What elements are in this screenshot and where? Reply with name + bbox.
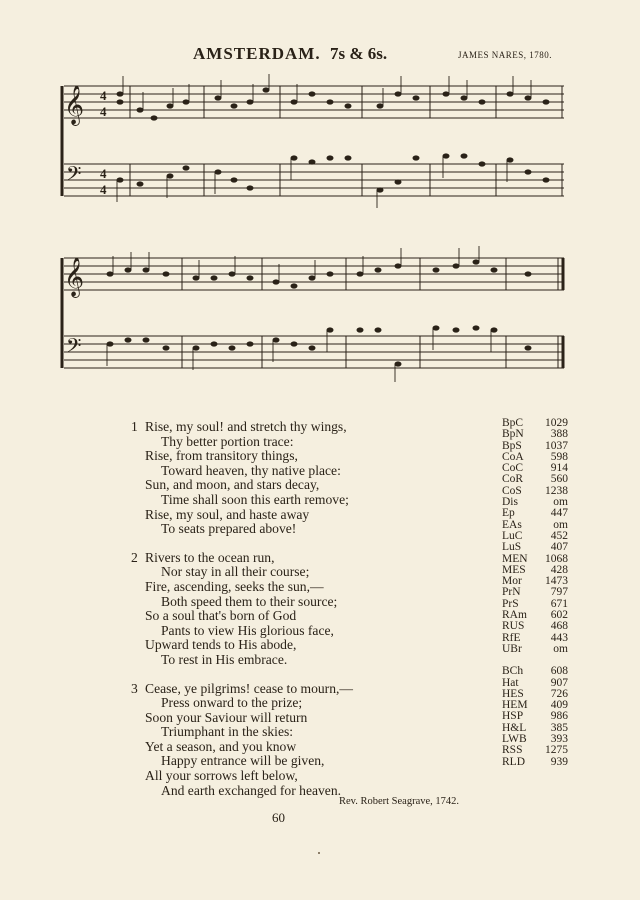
hymnal-abbrev: HES <box>502 687 524 700</box>
hymnal-abbrev: H&L <box>502 721 527 734</box>
hymnal-abbrev: RUS <box>502 620 525 633</box>
hymnal-abbrev: PrS <box>502 597 519 610</box>
hymnal-number: 1473 <box>545 575 568 588</box>
hymnal-abbrev: CoA <box>502 450 524 463</box>
verse-line: Upward tends to His abode, <box>145 637 297 653</box>
verse-line: Rise, my soul! and stretch thy wings, <box>145 419 347 434</box>
verse-line: Pants to view His glorious face, <box>161 622 334 638</box>
time-signature-1: 4 <box>100 88 107 103</box>
hymnal-number: 443 <box>550 631 568 644</box>
music-score <box>58 72 570 382</box>
verse-3 <box>131 682 491 799</box>
hymn-header <box>0 44 640 68</box>
hymn-verses <box>131 420 491 812</box>
hymnal-number: 468 <box>550 620 568 633</box>
hymnal-number: 1275 <box>545 744 568 757</box>
system-1 <box>62 74 564 208</box>
composer-credit: JAMES NARES, 1780. <box>457 50 552 60</box>
treble-clef-1: 𝄞 <box>64 87 85 124</box>
verse-line: Nor stay in all their course; <box>161 564 310 580</box>
verse-line: And earth exchanged for heaven. <box>161 782 342 798</box>
hymnal-abbrev: RLD <box>502 755 525 768</box>
hymnal-abbrev: EAs <box>502 518 522 531</box>
verse-line: Both speed them to their source; <box>161 593 338 609</box>
page-number: 60 <box>272 810 285 825</box>
hymnal-abbrev: BpN <box>502 428 524 441</box>
hymnal-number: 939 <box>550 755 568 768</box>
hymnal-number: 907 <box>550 676 568 689</box>
barlines-1 <box>130 86 562 196</box>
hymnal-reference-list <box>502 418 568 768</box>
hymnal-number: 986 <box>550 710 568 723</box>
hymnal-number: 447 <box>550 507 568 520</box>
verse-line: Press onward to the prize; <box>161 695 303 711</box>
hymnal-ref-row <box>502 666 568 677</box>
hymnal-number: 671 <box>550 597 568 610</box>
svg-text:4: 4 <box>100 166 107 181</box>
hymnal-number: om <box>553 518 568 531</box>
paper-speck <box>318 852 320 854</box>
barlines-2 <box>182 258 563 368</box>
verse-line: Time shall soon this earth remove; <box>161 491 349 507</box>
hymnal-number: 388 <box>550 428 568 441</box>
hymnal-number: om <box>553 642 568 655</box>
hymnal-abbrev: CoC <box>502 462 524 475</box>
hymnal-number: 1068 <box>545 552 568 565</box>
verse-line: Toward heaven, thy native place: <box>161 462 341 478</box>
hymnal-abbrev: BpS <box>502 439 522 452</box>
verse-line: Rivers to the ocean run, <box>145 549 275 565</box>
hymnal-number: 608 <box>550 665 568 678</box>
notes-1 <box>117 87 550 192</box>
verse-2 <box>131 551 491 668</box>
verse-line: Yet a season, and you know <box>145 738 297 754</box>
hymnal-number: 726 <box>550 687 568 700</box>
verse-line: To seats prepared above! <box>161 521 297 537</box>
verse-number: 3 <box>131 680 138 696</box>
hymnal-number: om <box>553 496 568 509</box>
hymnal-ref-row <box>502 621 568 632</box>
hymnal-abbrev: HSP <box>502 710 524 723</box>
verse-line: Sun, and moon, and stars decay, <box>145 477 320 493</box>
hymnal-abbrev: Dis <box>502 496 518 509</box>
hymnal-ref-row <box>502 542 568 553</box>
hymnal-abbrev: BCh <box>502 665 524 678</box>
hymnal-number: 393 <box>550 733 568 746</box>
hymnal-number: 797 <box>550 586 568 599</box>
hymnal-abbrev: RAm <box>502 609 527 622</box>
hymnal-abbrev: Mor <box>502 575 522 588</box>
hymnal-abbrev: CoS <box>502 484 522 497</box>
treble-staff-1 <box>64 86 564 118</box>
hymnal-ref-row <box>502 429 568 440</box>
hymnal-abbrev: HEM <box>502 699 528 712</box>
verse-number: 2 <box>131 549 138 565</box>
treble-staff-2 <box>64 258 564 290</box>
hymnal-ref-row <box>502 757 568 768</box>
hymnal-abbrev: MEN <box>502 552 528 565</box>
verse-line: Cease, ye pilgrims! cease to mourn,— <box>145 680 354 696</box>
hymnal-number: 407 <box>550 541 568 554</box>
hymnal-abbrev: LuC <box>502 529 523 542</box>
verse-line: Soon your Saviour will return <box>145 709 308 725</box>
hymnal-number: 1037 <box>545 439 568 452</box>
verse-line: Rise, from transitory things, <box>145 448 298 464</box>
verse-line: Fire, ascending, seeks the sun,— <box>145 578 324 594</box>
bass-clef-2: 𝄢 <box>66 336 82 362</box>
hymnal-ref-row <box>502 508 568 519</box>
bass-staff-2 <box>64 336 564 368</box>
hymnal-number: 598 <box>550 450 568 463</box>
verse-line: Rise, my soul, and haste away <box>145 506 310 522</box>
hymnal-abbrev: RfE <box>502 631 521 644</box>
verse-line: All your sorrows left below, <box>145 768 298 784</box>
hymnal-number: 602 <box>550 609 568 622</box>
verse-line: To rest in His embrace. <box>161 651 288 667</box>
svg-text:4: 4 <box>100 182 107 197</box>
verse-line: Thy better portion trace: <box>161 433 294 449</box>
hymnal-abbrev: Hat <box>502 676 519 689</box>
hymnal-number: 385 <box>550 721 568 734</box>
hymnal-abbrev: MES <box>502 563 526 576</box>
hymnal-number: 914 <box>550 462 568 475</box>
hymnal-abbrev: LuS <box>502 541 522 554</box>
verse-1 <box>131 420 491 537</box>
svg-text:4: 4 <box>100 104 107 119</box>
hymnal-number: 452 <box>550 529 568 542</box>
hymnal-abbrev: Ep <box>502 507 515 520</box>
hymnal-ref-row <box>502 644 568 655</box>
hymn-author: Rev. Robert Seagrave, 1742. <box>339 796 460 807</box>
hymnal-number: 428 <box>550 563 568 576</box>
hymnal-number: 1238 <box>545 484 568 497</box>
notes-2 <box>107 259 532 366</box>
hymnal-number: 1029 <box>545 417 568 429</box>
verse-line: Happy entrance will be given, <box>161 753 325 769</box>
hymnal-ref-row <box>502 745 568 756</box>
bass-staff-1 <box>64 164 564 196</box>
tune-name: AMSTERDAM. <box>193 44 321 63</box>
verse-line: So a soul that's born of God <box>145 608 297 624</box>
hymnal-abbrev: BpC <box>502 417 524 429</box>
hymnal-abbrev: CoR <box>502 473 524 486</box>
hymnal-abbrev: RSS <box>502 744 523 757</box>
hymnal-number: 409 <box>550 699 568 712</box>
treble-clef-2: 𝄞 <box>64 259 85 296</box>
hymnal-abbrev: LWB <box>502 733 527 746</box>
system-2 <box>62 246 564 382</box>
tune-meter: 7s & 6s. <box>330 44 388 63</box>
verse-line: Triumphant in the skies: <box>161 724 294 740</box>
hymnal-abbrev: PrN <box>502 586 521 599</box>
hymnal-number: 560 <box>550 473 568 486</box>
hymnal-abbrev: UBr <box>502 642 522 655</box>
bass-clef-1: 𝄢 <box>66 164 82 190</box>
verse-number: 1 <box>131 419 138 434</box>
